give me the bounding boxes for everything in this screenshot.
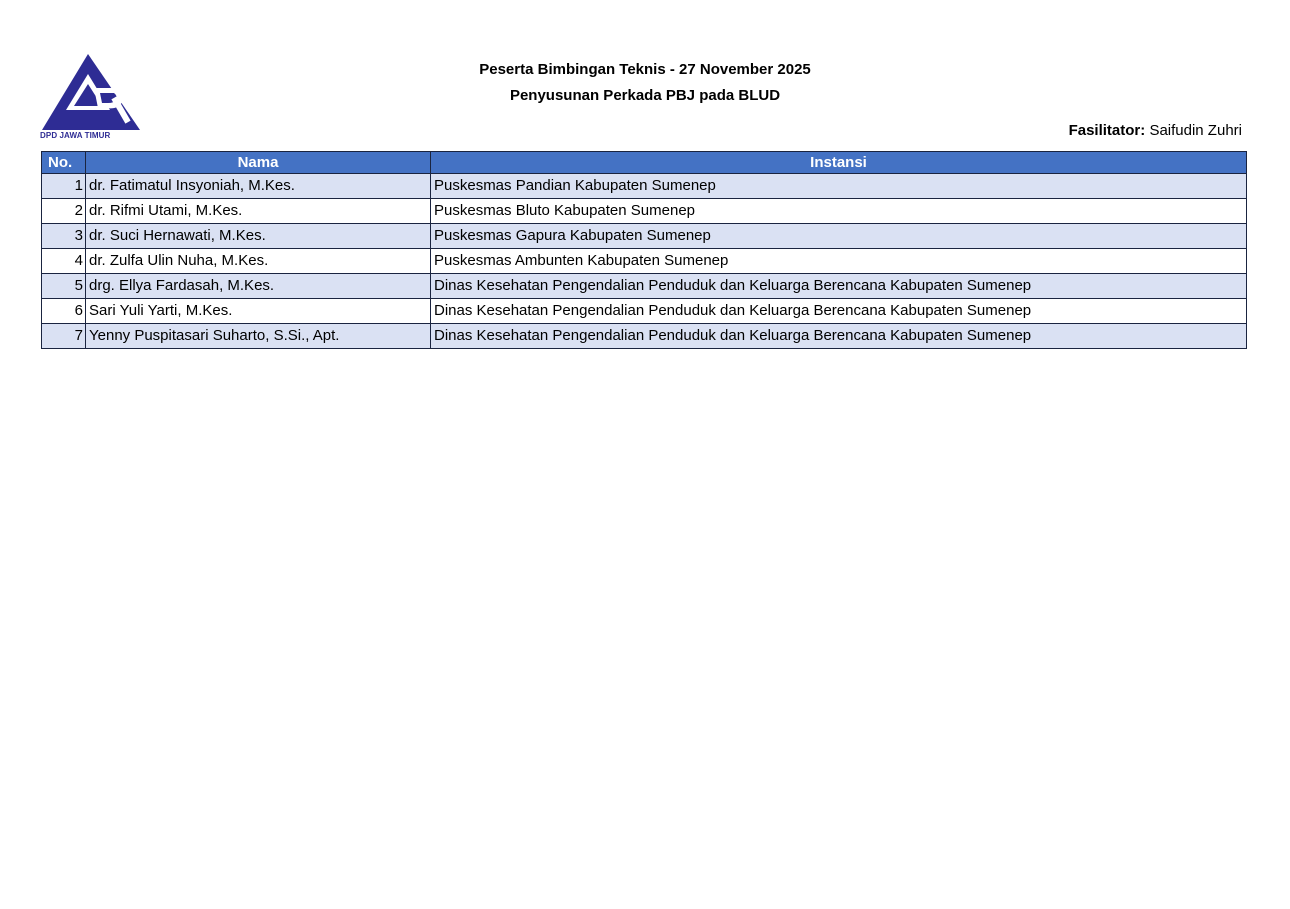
participant-name: dr. Fatimatul Insyoniah, M.Kes. bbox=[86, 174, 431, 199]
column-header-nama: Nama bbox=[86, 152, 431, 174]
participant-name: dr. Rifmi Utami, M.Kes. bbox=[86, 199, 431, 224]
facilitator-label: Fasilitator: bbox=[1068, 122, 1146, 139]
facilitator-name: Saifudin Zuhri bbox=[1149, 122, 1242, 139]
column-header-instansi: Instansi bbox=[431, 152, 1247, 174]
table-row bbox=[42, 224, 1247, 249]
table-row bbox=[42, 324, 1247, 349]
row-number: 5 bbox=[42, 274, 86, 299]
row-number: 3 bbox=[42, 224, 86, 249]
row-number: 2 bbox=[42, 199, 86, 224]
table-row bbox=[42, 174, 1247, 199]
participant-name: Yenny Puspitasari Suharto, S.Si., Apt. bbox=[86, 324, 431, 349]
column-header-no: No. bbox=[42, 152, 86, 174]
participant-name: dr. Zulfa Ulin Nuha, M.Kes. bbox=[86, 249, 431, 274]
table-header-row bbox=[42, 152, 1247, 174]
participant-institution: Puskesmas Bluto Kabupaten Sumenep bbox=[431, 199, 1247, 224]
page-title: Peserta Bimbingan Teknis - 27 November 2025 bbox=[479, 61, 811, 78]
participant-institution: Puskesmas Gapura Kabupaten Sumenep bbox=[431, 224, 1247, 249]
participants-table bbox=[41, 151, 1247, 349]
table-row bbox=[42, 274, 1247, 299]
row-number: 1 bbox=[42, 174, 86, 199]
participant-institution: Dinas Kesehatan Pengendalian Penduduk dan Keluarga Berencana Kabupaten Sumenep bbox=[431, 299, 1247, 324]
table-row bbox=[42, 199, 1247, 224]
table-row bbox=[42, 299, 1247, 324]
participant-name: dr. Suci Hernawati, M.Kes. bbox=[86, 224, 431, 249]
logo-caption: DPD JAWA TIMUR bbox=[40, 131, 111, 140]
table-row bbox=[42, 249, 1247, 274]
facilitator-info bbox=[1069, 122, 1242, 139]
page-subtitle: Penyusunan Perkada PBJ pada BLUD bbox=[509, 87, 781, 104]
row-number: 7 bbox=[42, 324, 86, 349]
participant-institution: Puskesmas Pandian Kabupaten Sumenep bbox=[431, 174, 1247, 199]
participant-institution: Dinas Kesehatan Pengendalian Penduduk dan Keluarga Berencana Kabupaten Sumenep bbox=[431, 274, 1247, 299]
participant-name: drg. Ellya Fardasah, M.Kes. bbox=[86, 274, 431, 299]
participant-institution: Puskesmas Ambunten Kabupaten Sumenep bbox=[431, 249, 1247, 274]
row-number: 6 bbox=[42, 299, 86, 324]
participant-name: Sari Yuli Yarti, M.Kes. bbox=[86, 299, 431, 324]
participant-institution: Dinas Kesehatan Pengendalian Penduduk dan Keluarga Berencana Kabupaten Sumenep bbox=[431, 324, 1247, 349]
row-number: 4 bbox=[42, 249, 86, 274]
